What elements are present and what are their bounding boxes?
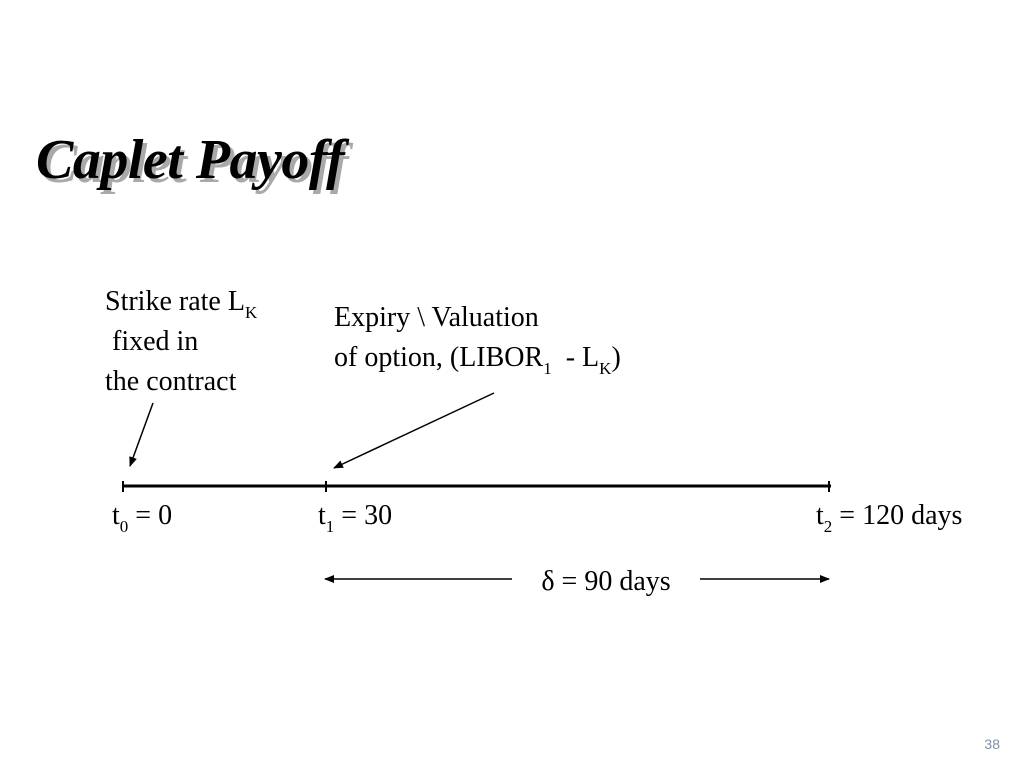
expiry-note-line1: Expiry \ Valuation	[334, 302, 539, 333]
expiry-note-prefix: of option, (LIBOR	[334, 342, 544, 373]
label-t1: $t_1 = 30$	[318, 500, 393, 536]
strike-note-line3: the contract	[105, 366, 237, 397]
expiry-arrow	[334, 393, 494, 468]
expiry-note-suffix: )	[611, 342, 621, 373]
expiry-note-subscript-k: K	[599, 359, 612, 378]
delta-label: δ = 90 days	[541, 566, 671, 597]
strike-note-prefix: Strike rate L	[105, 286, 245, 317]
expiry-note-subscript-1: 1	[543, 359, 552, 378]
strike-arrow	[130, 403, 153, 466]
expiry-note-mid: - L	[551, 342, 600, 373]
label-t2: $t_2 = 120$ days	[816, 500, 963, 536]
page-number: 38	[984, 736, 1000, 752]
label-t0: $t_0 = 0$	[112, 500, 173, 536]
slide-title: Caplet Payoff	[36, 129, 345, 191]
strike-note-subscript: K	[244, 303, 258, 322]
strike-note-line2: fixed in	[105, 326, 199, 357]
